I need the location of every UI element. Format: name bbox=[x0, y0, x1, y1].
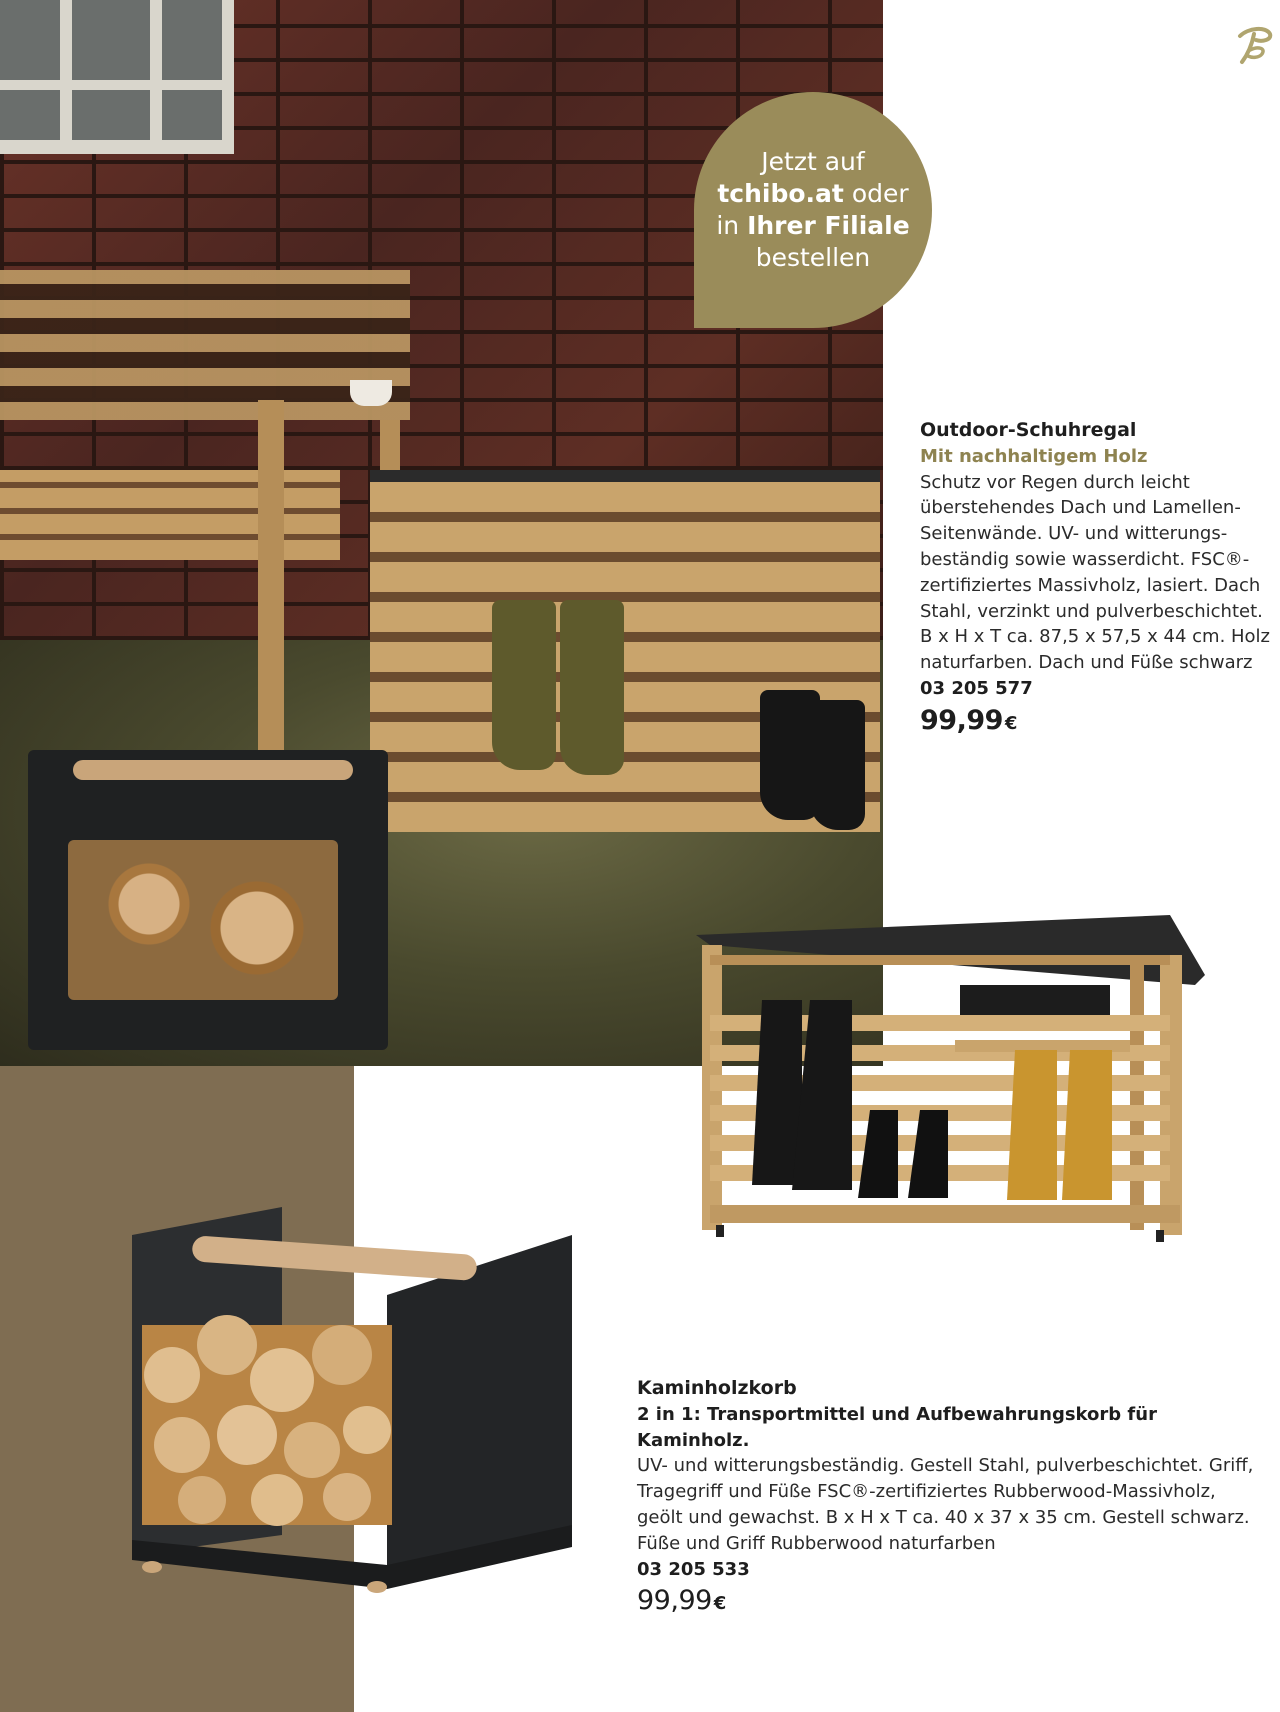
price-currency: € bbox=[713, 1593, 726, 1615]
garden-bench-seat bbox=[0, 470, 340, 560]
price-currency: € bbox=[1004, 712, 1017, 734]
rain-boot bbox=[560, 600, 624, 775]
garden-bench-back bbox=[0, 270, 410, 420]
firewood-basket-product-image bbox=[132, 1205, 572, 1597]
badge-shop-link: tchibo.at bbox=[717, 179, 844, 208]
product-subtitle: 2 in 1: Transportmittel und Aufbewahrungskorb für Kaminholz. bbox=[637, 1403, 1157, 1451]
bench-leg bbox=[258, 400, 284, 770]
product-subtitle: Mit nachhaltigem Holz bbox=[920, 445, 1148, 467]
price-value: 99,99 bbox=[920, 704, 1003, 736]
product-title: Outdoor-Schuhregal bbox=[920, 419, 1137, 441]
article-number: 03 205 533 bbox=[637, 1558, 750, 1580]
coffee-cup bbox=[350, 380, 392, 406]
shoe-rack-product-image bbox=[690, 915, 1215, 1270]
product-info-shoe-rack bbox=[920, 418, 1270, 737]
rain-boot bbox=[492, 600, 556, 770]
product-price bbox=[637, 1585, 1257, 1617]
badge-store: Ihrer Filiale bbox=[747, 211, 910, 240]
price-value: 99,99 bbox=[637, 1585, 712, 1617]
badge-line3: in bbox=[716, 211, 748, 240]
basket-handle bbox=[73, 760, 353, 780]
firewood-logs bbox=[68, 840, 338, 1000]
product-price bbox=[920, 704, 1270, 737]
product-description: Schutz vor Regen durch leicht überstehendes Dach und Lamellen-Seitenwände. UV- und witterungs-beständig sowie wasserdicht. FSC®-zertifiziertes Massivholz, lasiert. Dach Stahl, verzinkt und pulverbeschichtet. B x H x T ca. 87,5 x 57,5 x 44 cm. Holz naturfarben. Dach und Füße schwarz bbox=[920, 471, 1271, 674]
product-description: UV- und witterungsbeständig. Gestell Stahl, pulverbeschichtet. Griff, Tragegriff und Füße FSC®-zertifiziertes Rubberwood-Massivholz, geölt und gewachst. B x H x T ca. 40 x 37 x 35 cm. Gestell schwarz. Füße und Griff Rubberwood naturfarben bbox=[637, 1455, 1254, 1554]
order-badge bbox=[694, 92, 932, 328]
tchibo-logo-icon bbox=[1232, 22, 1276, 66]
product-info-firewood-basket bbox=[637, 1376, 1257, 1617]
badge-line4: bestellen bbox=[755, 243, 871, 272]
article-number: 03 205 577 bbox=[920, 677, 1033, 699]
black-boot bbox=[810, 700, 865, 830]
badge-line2: oder bbox=[843, 179, 909, 208]
badge-line1: Jetzt auf bbox=[761, 147, 865, 176]
window bbox=[0, 0, 234, 154]
firewood-basket-photo bbox=[28, 750, 388, 1050]
product-title: Kaminholzkorb bbox=[637, 1377, 797, 1399]
